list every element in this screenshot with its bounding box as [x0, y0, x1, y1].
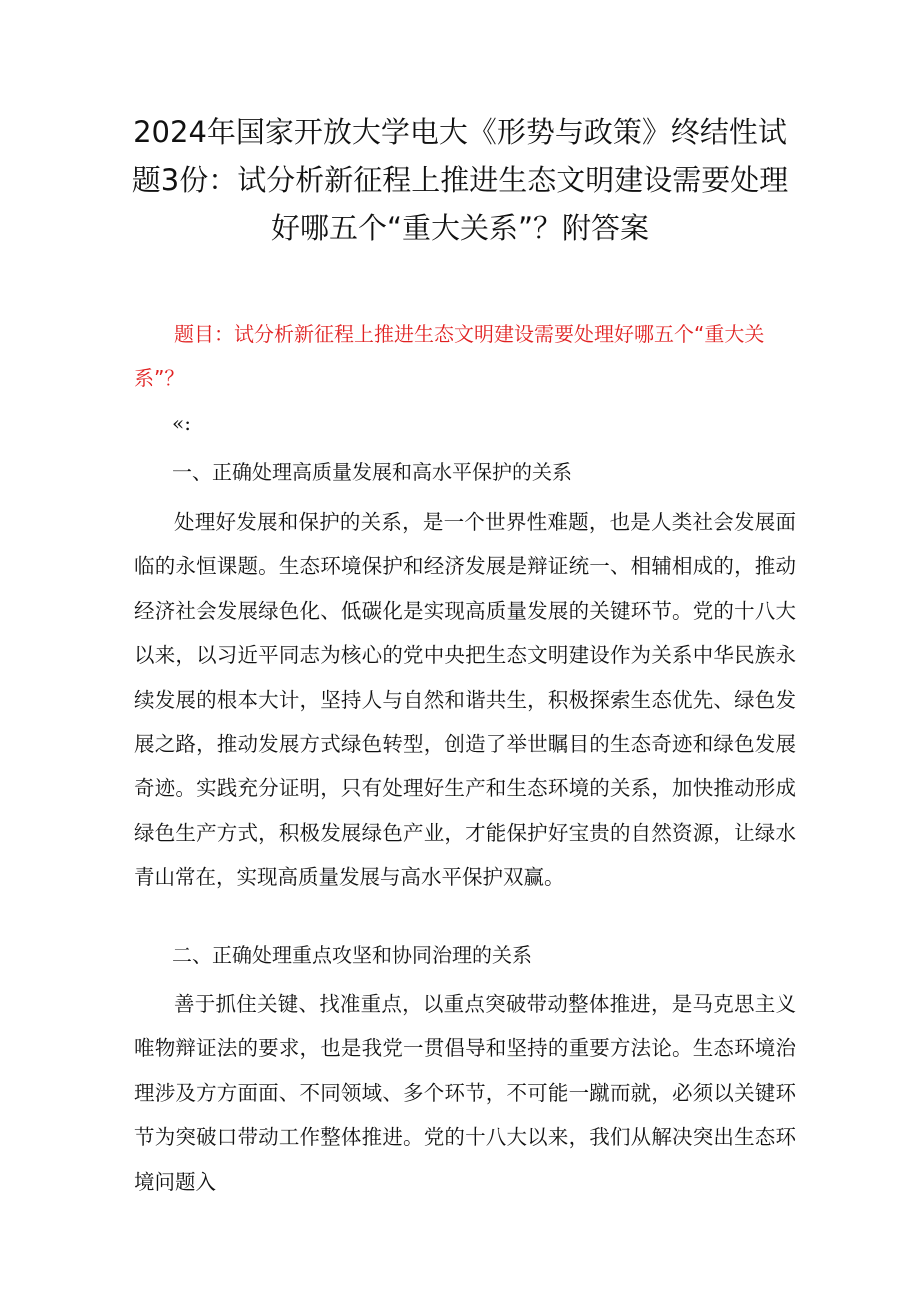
- section-heading-1: 一、正确处理高质量发展和高水平保护的关系: [172, 460, 572, 484]
- section-heading-2: 二、正确处理重点攻坚和协同治理的关系: [172, 943, 532, 967]
- document-title: 2024年国家开放大学电大《形势与政策》终结性试题3份：试分析新征程上推进生态文明建设需要处理好哪五个“重大关系”？附答案: [131, 115, 789, 245]
- answer-mark: «:: [172, 411, 191, 435]
- section-body-1: 处理好发展和保护的关系，是一个世界性难题，也是人类社会发展面临的永恒课题。生态环境保护和经济发展是辩证统一、相辅相成的，推动经济社会发展绿色化、低碳化是实现高质量发展的关键环节。党的十八大以来，以习近平同志为核心的党中央把生态文明建设作为关系中华民族永续发展的根本大计，坚持人与自然和谐共生，积极探索生态优先、绿色发展之路，推动发展方式绿色转型，创造了举世瞩目的生态奇迹和绿色发展奇迹。实践充分证明，只有处理好生产和生态环境的关系，加快推动形成绿色生产方式，积极发展绿色产业，才能保护好宝贵的自然资源，让绿水青山常在，实现高质量发展与高水平保护双赢。: [134, 510, 796, 890]
- question-text: 题目：试分析新征程上推进生态文明建设需要处理好哪五个“重大关系”？: [134, 322, 765, 390]
- section-body-2: 善于抓住关键、找准重点，以重点突破带动整体推进，是马克思主义唯物辩证法的要求，也是我党一贯倡导和坚持的重要方法论。生态环境治理涉及方方面面、不同领域、多个环节，不可能一蹴而就，必须以关键环节为突破口带动工作整体推进。党的十八大以来，我们从解决突出生态环境问题入: [134, 992, 796, 1194]
